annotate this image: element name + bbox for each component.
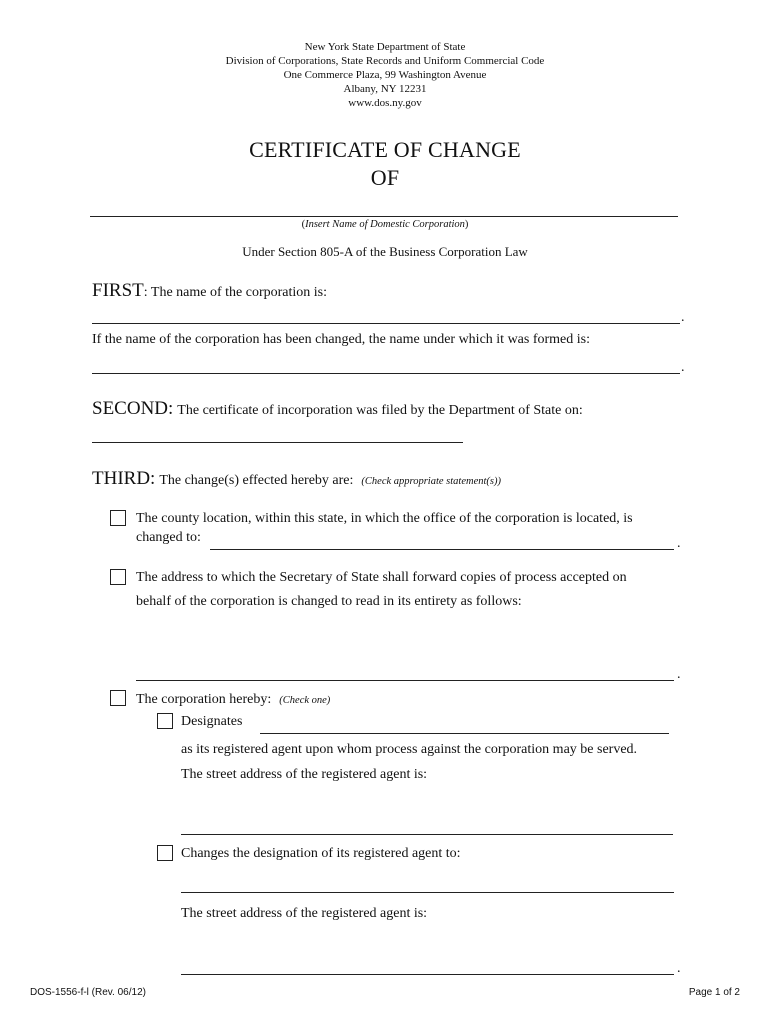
designates-text: as its registered agent upon whom process against the corporation may be served. [181, 742, 638, 757]
process-address-text: The address to which the Secretary of State shall forward copies of process accepted on [136, 570, 627, 585]
period-mark: . [677, 961, 681, 976]
third-heading: THIRD: [92, 468, 156, 489]
former-name-field[interactable] [92, 373, 680, 374]
designates-checkbox[interactable] [157, 713, 173, 729]
filing-date-field[interactable] [92, 442, 463, 443]
second-heading: SECOND: [92, 398, 174, 419]
new-agent-address-label: The street address of the registered agent is: [181, 906, 428, 921]
county-field[interactable] [210, 549, 674, 550]
second-text: The certificate of incorporation was filed by the Department of State on: [177, 403, 583, 418]
first-section [92, 280, 327, 302]
corporation-name-line[interactable] [90, 216, 678, 217]
second-section [92, 398, 583, 420]
period-mark: . [681, 310, 685, 325]
corporation-name-field[interactable] [92, 323, 680, 324]
county-change-text-2: changed to: [136, 530, 201, 545]
page-number: Page 1 of 2 [688, 987, 740, 998]
third-note: (Check appropriate statement(s)) [361, 476, 501, 487]
process-address-field[interactable] [136, 680, 674, 681]
first-text: : The name of the corporation is: [143, 285, 327, 300]
process-address-checkbox[interactable] [110, 569, 126, 585]
county-change-text: The county location, within this state, in which the office of the corporation is located, is [136, 511, 633, 526]
period-mark: . [681, 360, 685, 375]
designates-address-label: The street address of the registered agent is: [181, 767, 428, 782]
agency-name: New York State Department of State [304, 41, 466, 53]
registered-agent-text: The corporation hereby: (Check one) [136, 692, 331, 707]
new-agent-address-field[interactable] [181, 974, 674, 975]
period-mark: . [677, 536, 681, 551]
check-one-note: (Check one) [279, 695, 331, 706]
corporation-name-caption: (Insert Name of Domestic Corporation) [301, 219, 469, 230]
street-address: One Commerce Plaza, 99 Washington Avenue [283, 69, 487, 81]
former-name-text: If the name of the corporation has been changed, the name under which it was formed is: [92, 332, 590, 347]
period-mark: . [677, 667, 681, 682]
designated-agent-address-field[interactable] [181, 834, 673, 835]
third-text: The change(s) effected hereby are: [159, 473, 354, 488]
designates-label: Designates [181, 714, 243, 729]
designated-agent-field[interactable] [260, 733, 669, 734]
third-section [92, 468, 501, 490]
registered-agent-checkbox[interactable] [110, 690, 126, 706]
document-title-of: OF [370, 165, 400, 190]
county-change-checkbox[interactable] [110, 510, 126, 526]
new-agent-field[interactable] [181, 892, 674, 893]
division-name: Division of Corporations, State Records and Uniform Commercial Code [225, 55, 545, 67]
city-state-zip: Albany, NY 12231 [343, 83, 427, 95]
document-title: CERTIFICATE OF CHANGE [249, 137, 521, 162]
form-number: DOS-1556-f-l (Rev. 06/12) [30, 987, 146, 998]
change-agent-checkbox[interactable] [157, 845, 173, 861]
website: www.dos.ny.gov [348, 97, 422, 109]
first-heading: FIRST [92, 280, 144, 301]
process-address-text-2: behalf of the corporation is changed to read in its entirety as follows: [136, 594, 522, 609]
under-section-text: Under Section 805-A of the Business Corporation Law [242, 244, 528, 259]
change-agent-label: Changes the designation of its registered agent to: [181, 846, 461, 861]
